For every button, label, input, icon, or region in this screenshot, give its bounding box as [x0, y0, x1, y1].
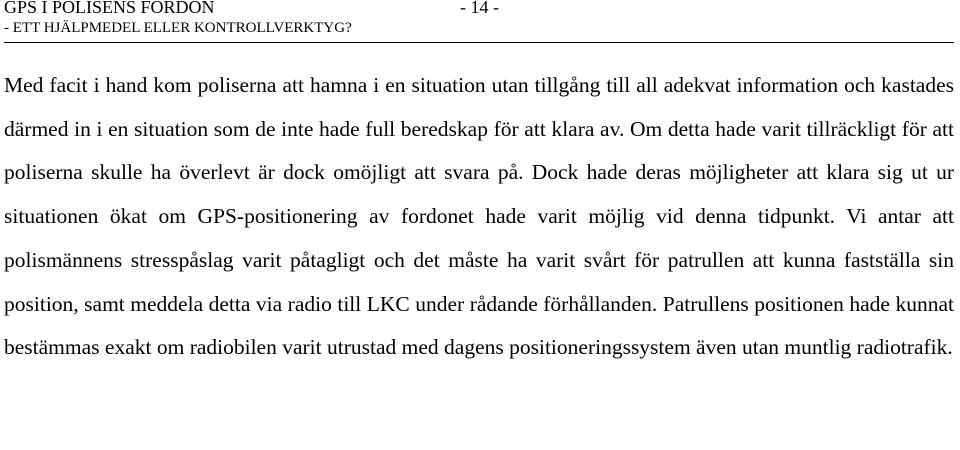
page-number: - 14 -	[460, 0, 499, 17]
header-subtitle: - ETT HJÄLPMEDEL ELLER KONTROLLVERKTYG?	[4, 20, 352, 36]
body-paragraph: Med facit i hand kom poliserna att hamna i en situation utan tillgång till all adekvat information och kastades därmed in i en situation som de inte hade full beredskap för att klara av. Om detta hade varit tillräckligt för att poliserna skulle ha överlevt är dock omöjligt att svara på. Dock hade deras möjligheter att klara sig ut ur situationen ökat om GPS-positionering av fordonet hade varit möjlig vid denna tidpunkt. Vi antar att polismännens stresspåslag varit påtagligt och det måste ha varit svårt för patrullen att kunna fastställa sin position, samt meddela detta via radio till LKC under rådande förhållanden. Patrullens positionen hade kunnat bestämmas exakt om radiobilen varit utrustad med dagens positioneringssystem även utan muntlig radiotrafik.	[4, 73, 954, 360]
header-divider	[4, 42, 954, 43]
page-header	[4, 0, 954, 44]
header-title: GPS I POLISENS FORDON	[4, 0, 215, 17]
